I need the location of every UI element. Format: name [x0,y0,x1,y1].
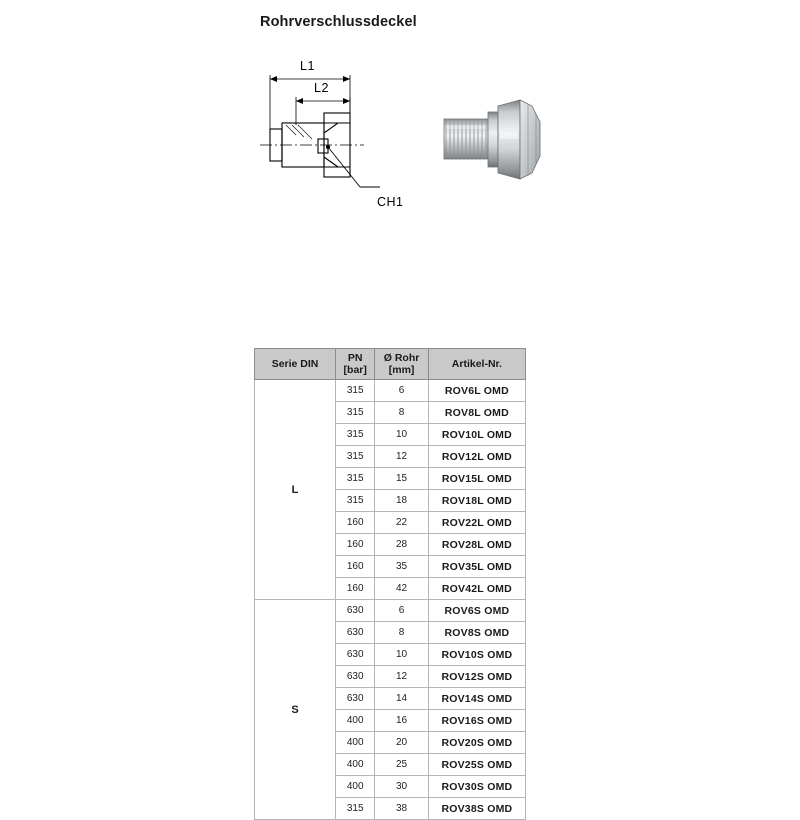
rohr-cell: 8 [375,622,428,644]
artikel-cell: ROV22L OMD [428,512,525,534]
artikel-cell: ROV12S OMD [428,666,525,688]
pn-cell: 315 [336,468,375,490]
artikel-cell: ROV28L OMD [428,534,525,556]
pn-cell: 315 [336,380,375,402]
rohr-cell: 42 [375,578,428,600]
rohr-cell: 30 [375,776,428,798]
table-row [255,380,526,402]
rohr-cell: 28 [375,534,428,556]
artikel-cell: ROV12L OMD [428,446,525,468]
header-rohr-line1: Ø Rohr [383,352,420,364]
dimension-label-l2: L2 [314,81,329,95]
table-body [255,380,526,820]
pn-cell: 400 [336,710,375,732]
artikel-cell: ROV8L OMD [428,402,525,424]
table-header-row [255,349,526,380]
pn-cell: 160 [336,534,375,556]
rohr-cell: 10 [375,644,428,666]
pn-cell: 400 [336,754,375,776]
artikel-cell: ROV10S OMD [428,644,525,666]
pn-cell: 315 [336,424,375,446]
rohr-cell: 38 [375,798,428,820]
pn-cell: 160 [336,578,375,600]
dimension-label-l1: L1 [300,59,315,73]
header-artikel-nr: Artikel-Nr. [428,349,525,380]
pn-cell: 400 [336,776,375,798]
pn-cell: 630 [336,666,375,688]
rohr-cell: 15 [375,468,428,490]
rohr-cell: 18 [375,490,428,512]
rohr-cell: 25 [375,754,428,776]
pn-cell: 160 [336,556,375,578]
rohr-cell: 6 [375,380,428,402]
serie-cell-l: L [255,380,336,600]
rohr-cell: 8 [375,402,428,424]
header-pn-line2: [bar] [343,364,367,377]
artikel-cell: ROV35L OMD [428,556,525,578]
artikel-cell: ROV20S OMD [428,732,525,754]
pn-cell: 160 [336,512,375,534]
pn-cell: 315 [336,402,375,424]
artikel-cell: ROV10L OMD [428,424,525,446]
rohr-cell: 16 [375,710,428,732]
table-row [255,600,526,622]
pn-cell: 315 [336,490,375,512]
product-photo-svg [440,92,550,192]
table-head [255,349,526,380]
header-pn [336,349,375,380]
header-rohr [375,349,428,380]
artikel-cell: ROV42L OMD [428,578,525,600]
artikel-cell: ROV18L OMD [428,490,525,512]
pn-cell: 315 [336,446,375,468]
rohr-cell: 35 [375,556,428,578]
artikel-cell: ROV8S OMD [428,622,525,644]
rohr-cell: 12 [375,446,428,468]
dimension-label-ch1: CH1 [377,195,404,209]
rohr-cell: 14 [375,688,428,710]
rohr-cell: 10 [375,424,428,446]
header-serie-din: Serie DIN [255,349,336,380]
artikel-cell: ROV38S OMD [428,798,525,820]
pn-cell: 630 [336,622,375,644]
pn-cell: 400 [336,732,375,754]
serie-cell-s: S [255,600,336,820]
artikel-cell: ROV6L OMD [428,380,525,402]
pn-cell: 630 [336,600,375,622]
rohr-cell: 12 [375,666,428,688]
rohr-cell: 22 [375,512,428,534]
artikel-cell: ROV30S OMD [428,776,525,798]
product-photo [440,92,550,192]
rohr-cell: 6 [375,600,428,622]
pn-cell: 630 [336,644,375,666]
spec-table [254,348,526,820]
header-rohr-line2: [mm] [388,364,415,377]
artikel-cell: ROV25S OMD [428,754,525,776]
artikel-cell: ROV6S OMD [428,600,525,622]
artikel-cell: ROV16S OMD [428,710,525,732]
pn-cell: 315 [336,798,375,820]
header-pn-line1: PN [347,352,363,364]
pn-cell: 630 [336,688,375,710]
spec-table-wrapper [254,348,526,820]
artikel-cell: ROV14S OMD [428,688,525,710]
artikel-cell: ROV15L OMD [428,468,525,490]
rohr-cell: 20 [375,732,428,754]
page-title: Rohrverschlussdeckel [260,14,417,30]
